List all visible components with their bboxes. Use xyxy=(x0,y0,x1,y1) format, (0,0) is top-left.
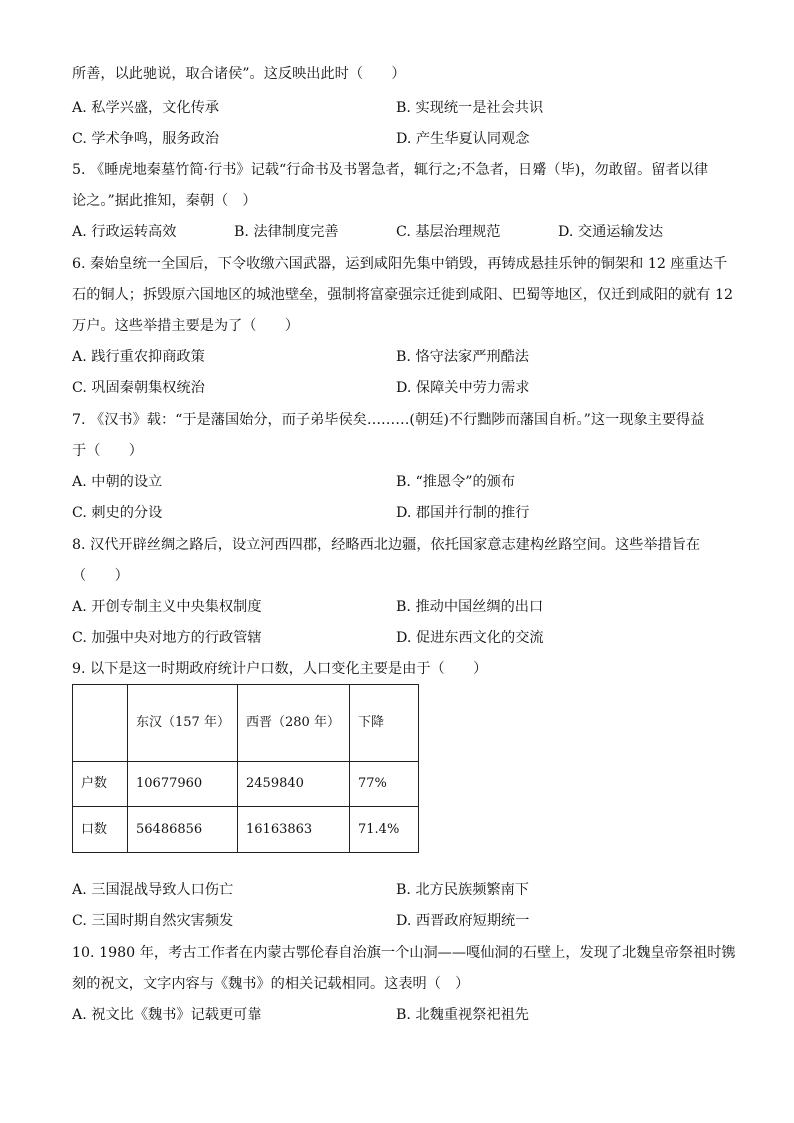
table-row xyxy=(73,807,419,853)
table-header-cell-empty xyxy=(73,685,128,762)
table-header-row xyxy=(73,685,419,762)
q6-option-b: B. 恪守法家严刑酷法 xyxy=(396,349,529,365)
q8-stem-line2: （ ） xyxy=(72,568,129,584)
q7-option-b: B. “推恩令”的颁布 xyxy=(396,474,516,490)
q8-option-a: A. 开创专制主义中央集权制度 xyxy=(72,599,262,615)
q10-stem-line2: 刻的祝文，文字内容与《魏书》的相关记载相同。这表明（ ） xyxy=(72,976,470,992)
table-cell: 2459840 xyxy=(238,762,350,807)
table-cell: 56486856 xyxy=(128,807,238,853)
q8-stem-line1: 8. 汉代开辟丝绸之路后，设立河西四郡，经略西北边疆，依托国家意志建构丝路空间。这些举措旨在 xyxy=(72,537,701,553)
q10-option-b: B. 北魏重视祭祀祖先 xyxy=(396,1007,529,1023)
q10-stem-line1: 10. 1980 年，考古工作者在内蒙古鄂伦春自治旗一个山洞——嘎仙洞的石壁上，发现了北魏皇帝祭祖时镌 xyxy=(72,945,736,961)
q4-option-d: D. 产生华夏认同观念 xyxy=(396,131,530,147)
table-cell: 16163863 xyxy=(238,807,350,853)
population-table xyxy=(72,684,419,853)
q6-option-d: D. 保障关中劳力需求 xyxy=(396,380,530,396)
q10-option-a: A. 祝文比《魏书》记载更可靠 xyxy=(72,1007,262,1023)
q7-stem-line1: 7. 《汉书》载：“于是藩国始分，而子弟毕侯矣………(朝廷)不行黜陟而藩国自析。”这一现象主要得益 xyxy=(72,412,705,428)
q6-option-c: C. 巩固秦朝集权统治 xyxy=(72,380,205,396)
q8-option-b: B. 推动中国丝绸的出口 xyxy=(396,599,544,615)
table-cell-label: 户数 xyxy=(73,762,128,807)
table-header-cell-eastern-han: 东汉（157 年） xyxy=(128,685,238,762)
q4-option-c: C. 学术争鸣，服务政治 xyxy=(72,131,220,147)
q9-option-a: A. 三国混战导致人口伤亡 xyxy=(72,882,234,898)
q5-option-a: A. 行政运转高效 xyxy=(72,224,177,240)
q5-option-c: C. 基层治理规范 xyxy=(396,224,501,240)
table-cell: 10677960 xyxy=(128,762,238,807)
q4-option-a: A. 私学兴盛，文化传承 xyxy=(72,100,219,116)
q9-option-b: B. 北方民族频繁南下 xyxy=(396,882,529,898)
q6-stem-line2: 石的铜人；拆毁原六国地区的城池壁垒，强制将富豪强宗迁徙到咸阳、巴蜀等地区，仅迁到咸阳的就有 12 xyxy=(72,287,734,303)
q5-option-d: D. 交通运输发达 xyxy=(558,224,664,240)
q7-option-c: C. 刺史的分设 xyxy=(72,505,163,521)
q7-stem-line2: 于（ ） xyxy=(72,443,143,459)
table-cell: 77% xyxy=(350,762,419,807)
table-row xyxy=(73,762,419,807)
q8-option-d: D. 促进东西文化的交流 xyxy=(396,630,544,646)
q5-stem-line2: 论之。”据此推知，秦朝（ ） xyxy=(72,193,257,209)
q7-option-d: D. 郡国并行制的推行 xyxy=(396,505,530,521)
q6-stem-line3: 万户。这些举措主要是为了（ ） xyxy=(72,318,300,334)
q6-stem-line1: 6. 秦始皇统一全国后，下令收缴六国武器，运到咸阳先集中销毁，再铸成悬挂乐钟的铜架和 12 座重达千 xyxy=(72,256,728,272)
q9-option-d: D. 西晋政府短期统一 xyxy=(396,913,530,929)
q4-stem-tail: 所善，以此驰说，取合诸侯”。这反映出此时（ ） xyxy=(72,66,406,82)
q9-stem: 9. 以下是这一时期政府统计户口数，人口变化主要是由于（ ） xyxy=(72,661,488,677)
q6-option-a: A. 践行重农抑商政策 xyxy=(72,349,205,365)
q9-option-c: C. 三国时期自然灾害频发 xyxy=(72,913,234,929)
table-header-cell-western-jin: 西晋（280 年） xyxy=(238,685,350,762)
q8-option-c: C. 加强中央对地方的行政管辖 xyxy=(72,630,262,646)
q7-option-a: A. 中朝的设立 xyxy=(72,474,163,490)
q5-stem-line1: 5. 《睡虎地秦墓竹简·行书》记载“行命书及书署急者，辄行之;不急者，日觱（毕)，勿敢留。留者以律 xyxy=(72,162,709,178)
table-cell-label: 口数 xyxy=(73,807,128,853)
q5-option-b: B. 法律制度完善 xyxy=(234,224,339,240)
table-header-cell-decline: 下降 xyxy=(350,685,419,762)
q4-option-b: B. 实现统一是社会共识 xyxy=(396,100,544,116)
table-cell: 71.4% xyxy=(350,807,419,853)
